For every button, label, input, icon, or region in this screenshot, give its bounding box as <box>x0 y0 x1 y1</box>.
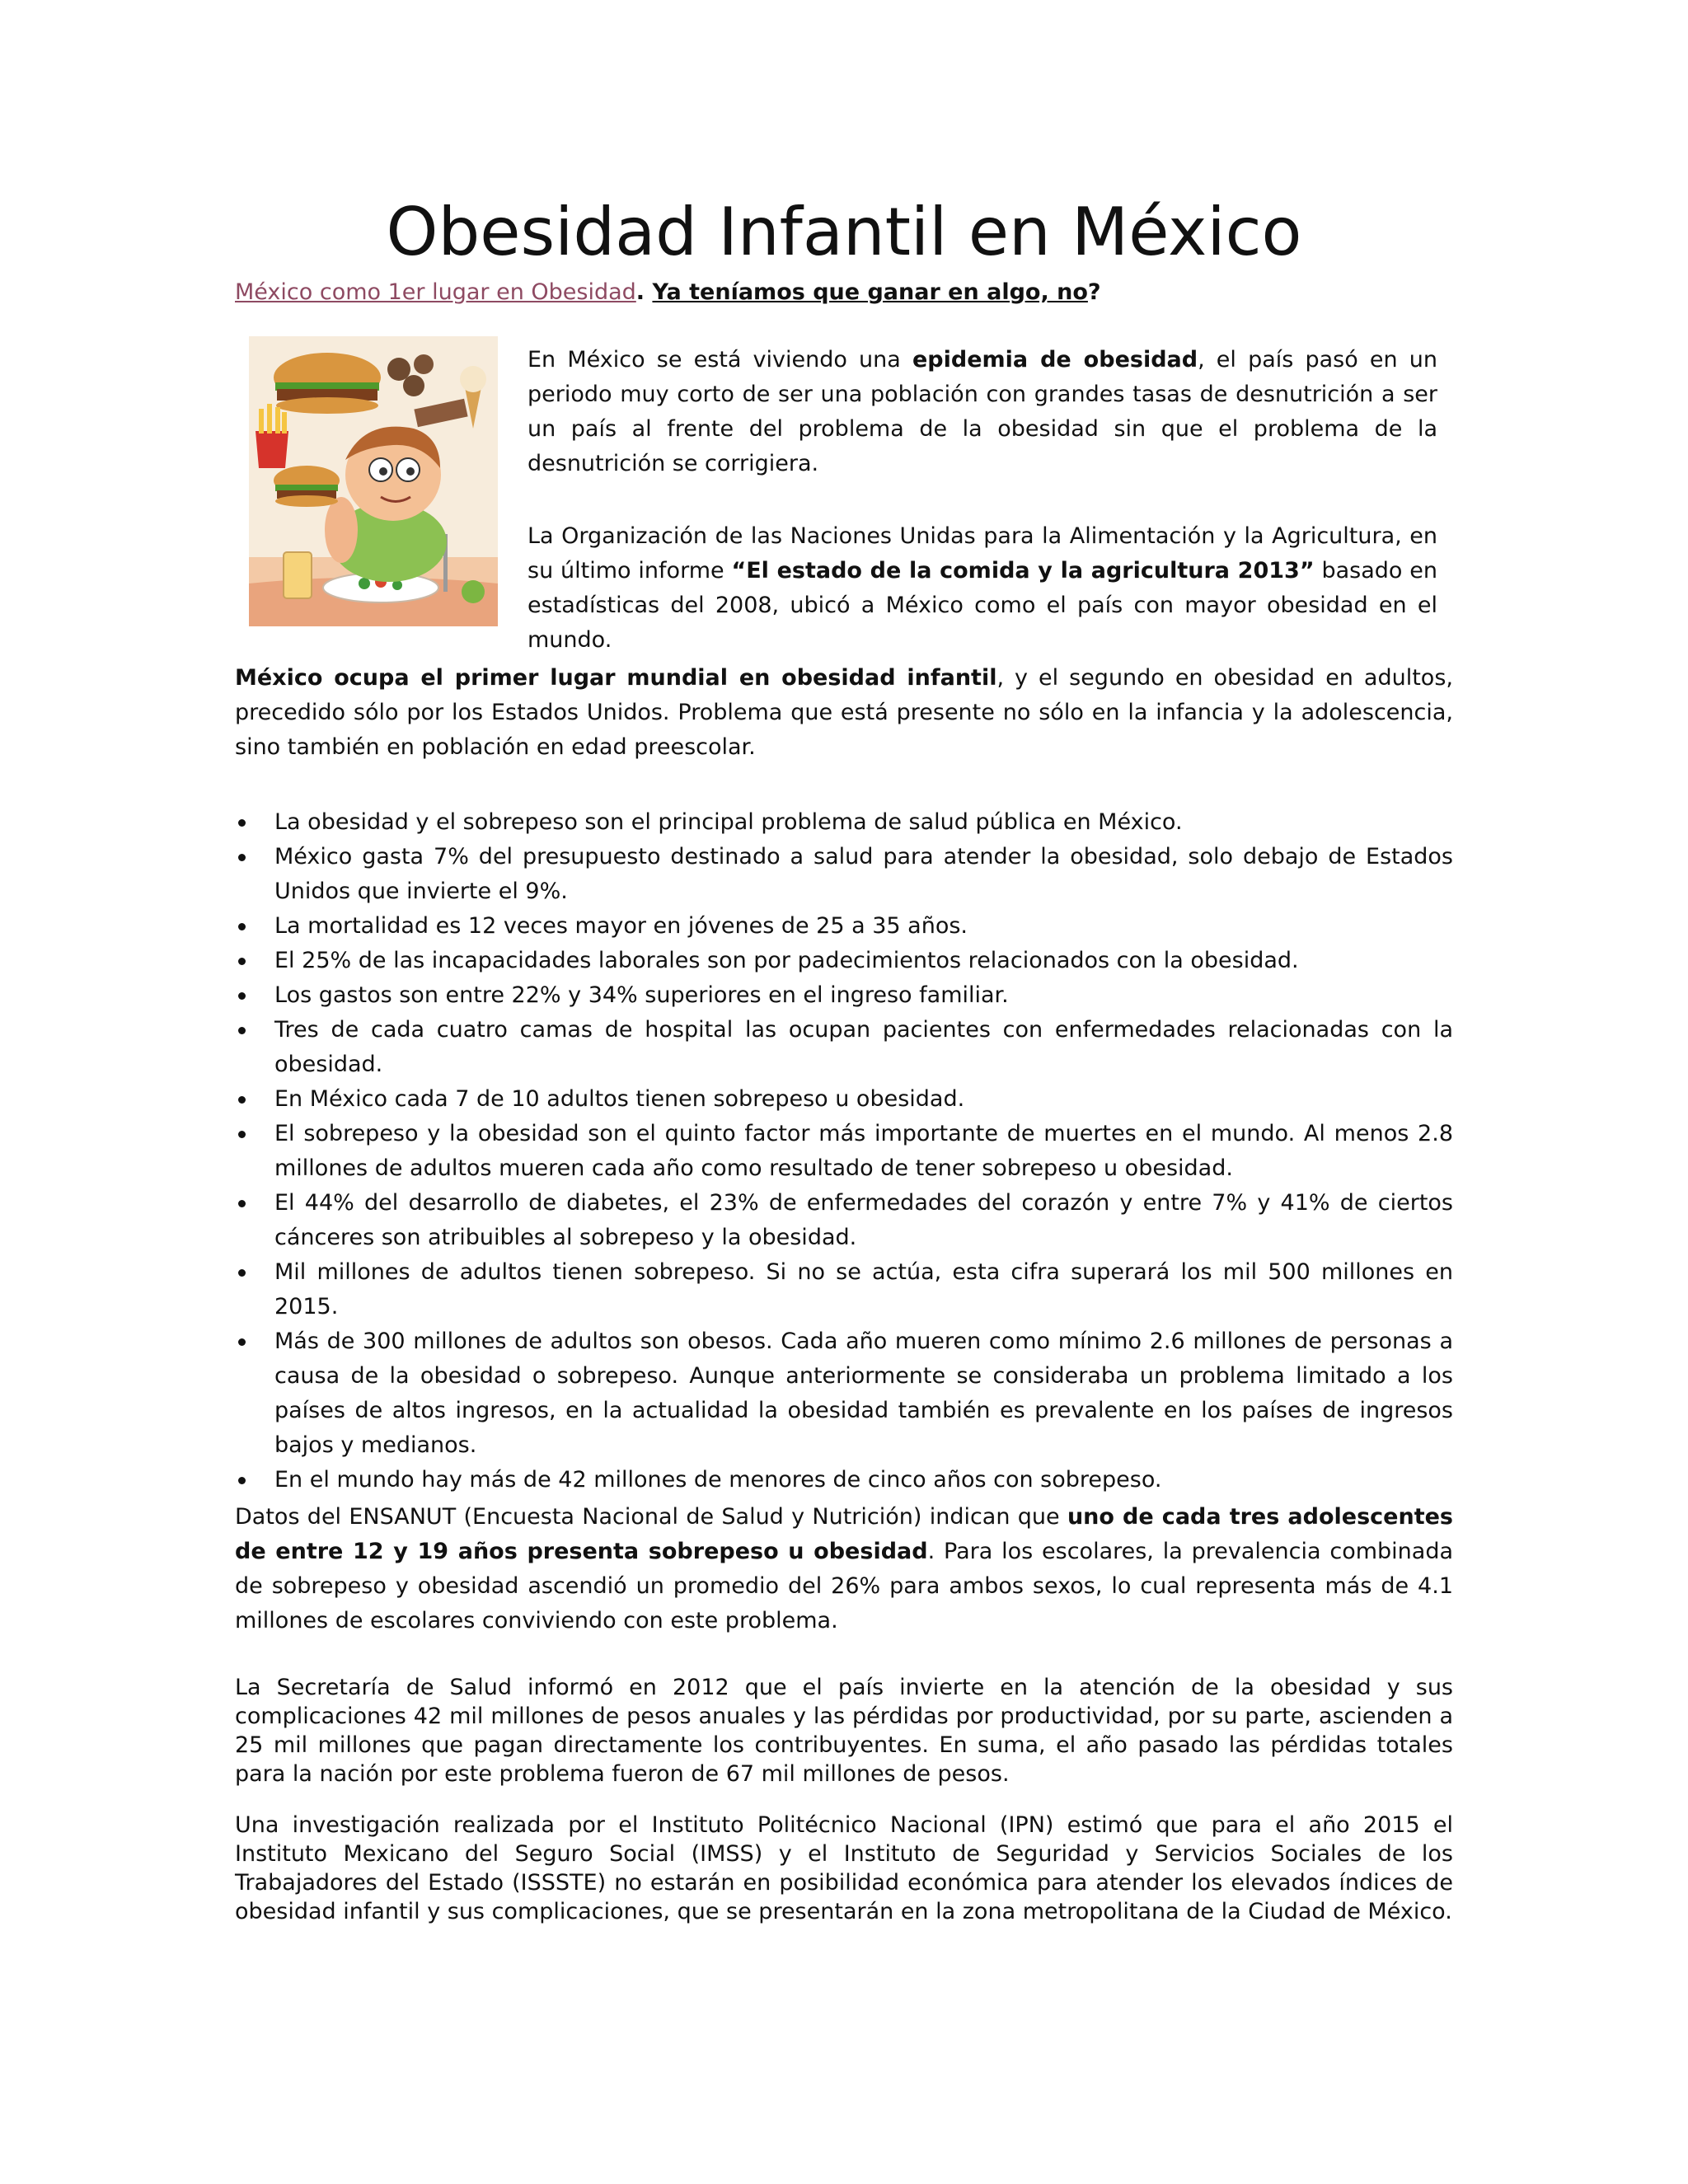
ensanut-text-a: Datos del ENSANUT (Encuesta Nacional de Salud y Nutrición) indican que <box>235 1504 1067 1530</box>
child-junk-food-illustration <box>249 336 498 626</box>
list-item-text: Más de 300 millones de adultos son obesos. Cada año mueren como mínimo 2.6 millones de personas a causa de la obesidad o sobrepeso. Aunque anteriormente se consideraba un problema limitado a los países de altos ingresos, en la actualidad la obesidad también es prevalente en los países de ingresos bajos y medianos. <box>274 1329 1453 1458</box>
bullet-icon <box>238 1027 246 1034</box>
page-title: Obesidad Infantil en México <box>386 194 1302 270</box>
list-item <box>235 944 1453 978</box>
list-item-text: El 44% del desarrollo de diabetes, el 23% de enfermedades del corazón y entre 7% y 41% de ciertos cánceres son atribuibles al sobrepeso y la obesidad. <box>274 1190 1453 1250</box>
list-item <box>235 1117 1453 1186</box>
bullet-icon <box>238 1338 246 1346</box>
list-item-text: En México cada 7 de 10 adultos tienen sobrepeso u obesidad. <box>274 1086 965 1112</box>
bullet-icon <box>238 1477 246 1484</box>
list-item-text: México gasta 7% del presupuesto destinado a salud para atender la obesidad, solo debajo de Estados Unidos que invierte el 9%. <box>274 844 1453 904</box>
intro-p2-text-c: basado en estadísticas del 2008, ubicó a México como el país con mayor obesidad en el mundo. <box>528 558 1437 653</box>
subtitle-end: ? <box>1087 279 1101 305</box>
list-item-text: Mil millones de adultos tienen sobrepeso. Si no se actúa, esta cifra superará los mil 500 millones en 2015. <box>274 1259 1453 1319</box>
subtitle-line <box>235 276 1455 309</box>
subtitle-separator: . <box>635 279 653 305</box>
list-item <box>235 1186 1453 1255</box>
intro-paragraph-fao <box>528 519 1437 658</box>
list-item <box>235 1463 1453 1497</box>
bullet-icon <box>238 1096 246 1104</box>
bullet-icon <box>238 958 246 965</box>
list-item-text: Los gastos son entre 22% y 34% superiores en el ingreso familiar. <box>274 982 1009 1008</box>
bullet-icon <box>238 854 246 861</box>
ensanut-paragraph <box>235 1500 1453 1638</box>
list-item <box>235 840 1453 909</box>
ensanut-bold: uno de cada tres adolescentes de entre 12 y 19 años presenta sobrepeso u obesidad <box>235 1504 1453 1564</box>
intro-paragraph-epidemic <box>528 343 1437 481</box>
list-item-text: La mortalidad es 12 veces mayor en jóvenes de 25 a 35 años. <box>274 913 968 939</box>
list-item <box>235 1324 1453 1463</box>
bullet-icon <box>238 1200 246 1207</box>
ipn-paragraph: Una investigación realizada por el Instituto Politécnico Nacional (IPN) estimó que para el año 2015 el Instituto Mexicano del Seguro Social (IMSS) y el Instituto de Seguridad y Servicios Sociales de los Trabajadores del Estado (ISSSTE) no estarán en posibilidad económica para atender los elevados índices de obesidad infantil y sus complicaciones, que se presentarán en la zona metropolitana de la Ciudad de México. <box>235 1812 1453 1924</box>
bullet-icon <box>238 1269 246 1277</box>
list-item-text: La obesidad y el sobrepeso son el principal problema de salud pública en México. <box>274 809 1183 835</box>
lead-bold: México ocupa el primer lugar mundial en obesidad infantil <box>235 665 997 691</box>
list-item-text: En el mundo hay más de 42 millones de menores de cinco años con sobrepeso. <box>274 1467 1162 1493</box>
bullet-icon <box>238 923 246 930</box>
lead-text: , y el segundo en obesidad en adultos, precedido sólo por los Estados Unidos. Problema que está presente no sólo en la infancia y la adolescencia, sino también en población en edad preescolar. <box>235 665 1453 760</box>
intro-p2-text-a: La Organización de las Naciones Unidas para la Alimentación y la Agricultura, en su último informe <box>528 523 1437 583</box>
list-item <box>235 805 1453 840</box>
bullet-icon <box>238 992 246 1000</box>
list-item-text: El 25% de las incapacidades laborales son por padecimientos relacionados con la obesidad. <box>274 948 1299 973</box>
intro-section <box>528 343 1437 658</box>
intro-p1-bold: epidemia de obesidad <box>912 347 1198 373</box>
list-item <box>235 909 1453 944</box>
ensanut-text-c: . Para los escolares, la prevalencia combinada de sobrepeso y obesidad ascendió un promedio del 26% para ambos sexos, lo cual representa más de 4.1 millones de escolares conviviendo con este problema. <box>235 1539 1454 1633</box>
list-item-text: Tres de cada cuatro camas de hospital las ocupan pacientes con enfermedades relacionadas con la obesidad. <box>274 1017 1453 1077</box>
ssa-paragraph: La Secretaría de Salud informó en 2012 que el país invierte en la atención de la obesidad y sus complicaciones 42 mil millones de pesos anuales y las pérdidas por productividad, por su parte, ascienden a 25 mil millones que pagan directamente los contribuyentes. En suma, el año pasado las pérdidas totales para la nación por este problema fueron de 67 mil millones de pesos. <box>235 1675 1453 1787</box>
intro-p2-bold: “El estado de la comida y la agricultura 2013” <box>731 558 1315 583</box>
bullet-icon <box>238 1131 246 1138</box>
intro-p1-text-a: En México se está viviendo una <box>528 347 912 373</box>
intro-p1-text-c: , el país pasó en un periodo muy corto de ser una población con grandes tasas de desnutrición a ser un país al frente del problema de la obesidad sin que el problema de la desnutrición se corrigiera. <box>528 347 1437 476</box>
list-item <box>235 1013 1453 1082</box>
facts-list <box>235 805 1453 1497</box>
list-item <box>235 1255 1453 1324</box>
list-item <box>235 1082 1453 1117</box>
mexico-first-place-link[interactable]: México como 1er lugar en Obesidad <box>235 279 636 305</box>
list-item <box>235 978 1453 1013</box>
subtitle-tagline: Ya teníamos que ganar en algo, no <box>652 279 1088 305</box>
lead-paragraph <box>235 661 1453 765</box>
bullet-icon <box>238 819 246 827</box>
list-item-text: El sobrepeso y la obesidad son el quinto factor más importante de muertes en el mundo. Al menos 2.8 millones de adultos mueren cada año como resultado de tener sobrepeso u obesidad. <box>274 1121 1453 1181</box>
